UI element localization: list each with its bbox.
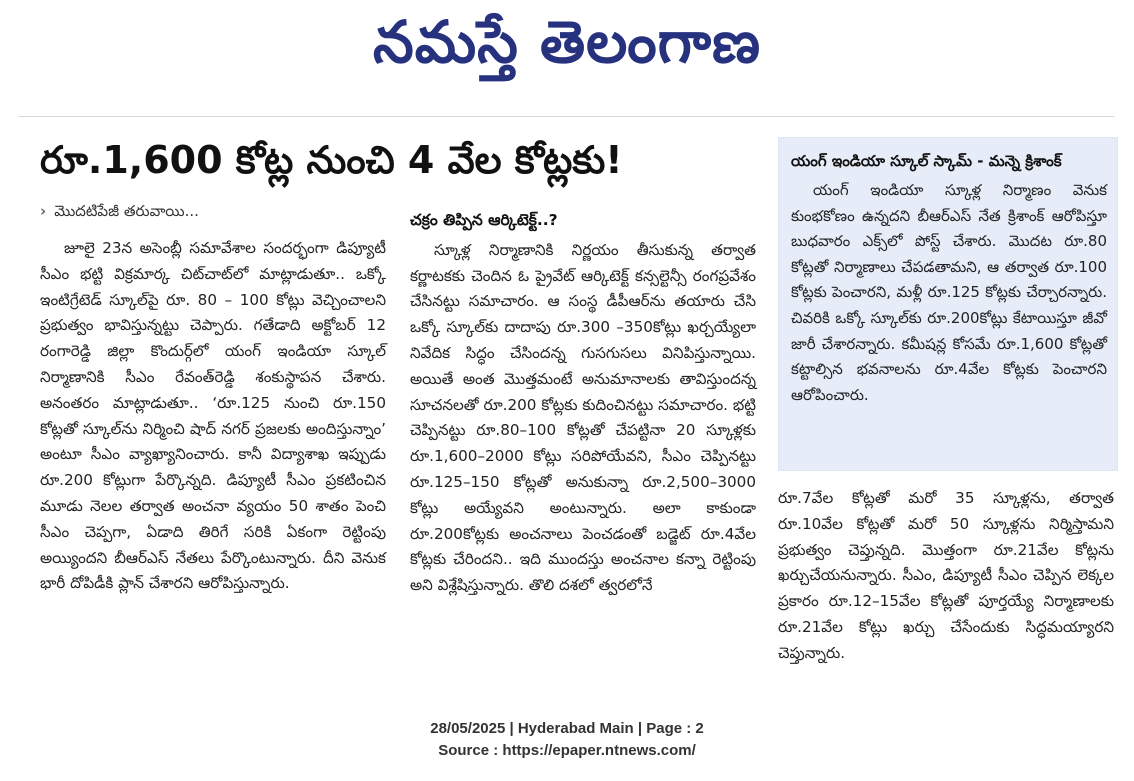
masthead (0, 0, 1134, 88)
sidebar-box-title: యంగ్ ఇండియా స్కూల్ స్కామ్ - మన్నె క్రిశాంక్ (791, 152, 1062, 170)
column-3-text: రూ.7వేల కోట్లతో మరో 35 స్కూళ్లను, తర్వాత రూ.10వేల కోట్లతో మరో 50 స్కూళ్లను నిర్మిస్తామని ప్రభుత్వం చెప్తున్నది. మొత్తంగా రూ.21వేల కోట్లను ఖర్చుచేయనున్నారు. సీఎం, డిప్యూటీ సీఎం చెప్పిన లెక్కల ప్రకారం రూ.12–15వేల కోట్లతో పూర్తయ్యే నిర్మాణాలకు రూ.21వేల కోట్లు ఖర్చు చేసేందుకు సిద్ధమయ్యారని చెప్తున్నారు. (778, 489, 1114, 662)
column-2-text: స్కూళ్ల నిర్మాణానికి నిర్ణయం తీసుకున్న తర్వాత కర్ణాటకకు చెందిన ఓ ప్రైవేట్ ఆర్కిటెక్ట్ కన్సల్టెన్సీ రంగప్రవేశం చేసినట్టు సమాచారం. ఆ సంస్థ డీపీఆర్‌ను తయారు చేసి ఒక్కో స్కూల్‌కు దాదాపు రూ.300 –350కోట్లు ఖర్చయ్యేలా నివేదిక సిద్ధం చేసిందన్న గుసగుసలు వినిపిస్తున్నాయి. అయితే అంత మొత్తమంటే అనుమానాలకు తావిస్తుందన్న సూచనలతో రూ.200 కోట్లకు కుదించినట్టు సమాచారం. భట్టి చెప్పినట్టు రూ.80–100 కోట్లతో చేపట్టినా 20 స్కూళ్లకు రూ.1,600–2000 కోట్లు సరిపోయేవని, సీఎం చెప్పినట్టు రూ.125–150 కోట్లతో అనుకున్నా రూ.2,500–3000 కోట్లు అయ్యేవని అంటున్నారు. అలా కాకుండా రూ.200కోట్లకు అంచనాలు పెంచడంతో బడ్జెట్ రూ.4వేల కోట్లకు చేరిందని.. ఇది ముందస్తు అంచనాల కన్నా రెట్టింపు అని విశ్లేషిస్తున్నారు. తొలి దశలో త్వరలోనే (410, 240, 756, 595)
masthead-divider (18, 116, 1114, 117)
edition-info: 28/05/2025 | Hyderabad Main | Page : 2 (430, 720, 704, 737)
continued-from-text: మొదటిపేజీ తరువాయి... (54, 202, 199, 220)
sidebar-box-text: యంగ్ ఇండియా స్కూళ్ల నిర్మాణం వెనుక కుంభకోణం ఉన్నదని బీఆర్‌ఎస్ నేత క్రిశాంక్ ఆరోపిస్తూ బుధవారం ఎక్స్‌లో పోస్ట్ చేశారు. మొదట రూ.80 కోట్లతో నిర్మాణాలు చేపడతామని, ఆ తర్వాత రూ.100 కోట్లకు పెంచారని, మళ్లీ రూ.125 కోట్లకు చేర్చారన్నారు. చివరికి ఒక్కో స్కూల్‌కు రూ.200కోట్లు కేటాయిస్తూ జీవో జారీ చేశారన్నారు. కమీషన్ల కోసమే రూ.1,600 కోట్లతో కట్టాల్సిన భవనాలను రూ.4వేల కోట్లకు పెంచారని ఆరోపించారు. (791, 181, 1107, 404)
column-2-subheading: చక్రం తిప్పిన ఆర్కిటెక్ట్..? (410, 211, 558, 229)
article-column-2 (410, 211, 756, 599)
article-column-3 (778, 486, 1114, 667)
sidebar-box-body (791, 178, 1107, 408)
source-link[interactable]: Source : https://epaper.ntnews.com/ (438, 742, 696, 759)
article-column-1 (40, 236, 386, 597)
column-1-text: జూలై 23న అసెంబ్లీ సమావేశాల సందర్భంగా డిప్యూటీ సీఎం భట్టి విక్రమార్క చిట్‌చాట్‌లో మాట్లాడుతూ.. ఒక్కో ఇంటిగ్రేటెడ్ స్కూల్‌పై రూ. 80 – 100 కోట్లు వెచ్చించాలని ప్రభుత్వం భావిస్తున్నట్టు చెప్పారు. గతేడాది అక్టోబర్ 12 రంగారెడ్డి జిల్లా కొందుర్గ్‌లో యంగ్ ఇండియా స్కూల్ నిర్మాణానికి సీఎం రేవంత్‌రెడ్డి శంకుస్థాపన చేశారు. అనంతరం మాట్లాడుతూ.. ‘రూ.125 నుంచి రూ.150 కోట్లతో స్కూల్‌ను నిర్మించి షాద్ నగర్ ప్రజలకు అందిస్తున్నాం’ అంటూ సీఎం వ్యాఖ్యానించారు. కానీ విద్యాశాఖ ఇప్పుడు రూ.200 కోట్లుగా పేర్కొన్నది. డిప్యూటీ సీఎం ప్రకటించిన మూడు నెలల తర్వాత అంచనా వ్యయం 50 శాతం పెంచి సీఎం చెప్పగా, ఏడాది తిరిగే సరికి ఏకంగా రెట్టింపు అయ్యిందని బీఆర్‌ఎస్ నేతలు పేర్కొంటున్నారు. దీని వెనుక భారీ దోపిడీకి ప్లాన్ చేశారని ఆరోపిస్తున్నారు. (40, 239, 386, 593)
newspaper-logo: నమస్తే తెలంగాణ (373, 8, 761, 76)
chevron-right-icon: › (40, 202, 47, 220)
article-headline: రూ.1,600 కోట్ల నుంచి 4 వేల కోట్లకు! (40, 138, 623, 182)
page-footer (0, 718, 1134, 762)
continued-from-label (40, 200, 199, 222)
sidebar-box (778, 137, 1118, 471)
